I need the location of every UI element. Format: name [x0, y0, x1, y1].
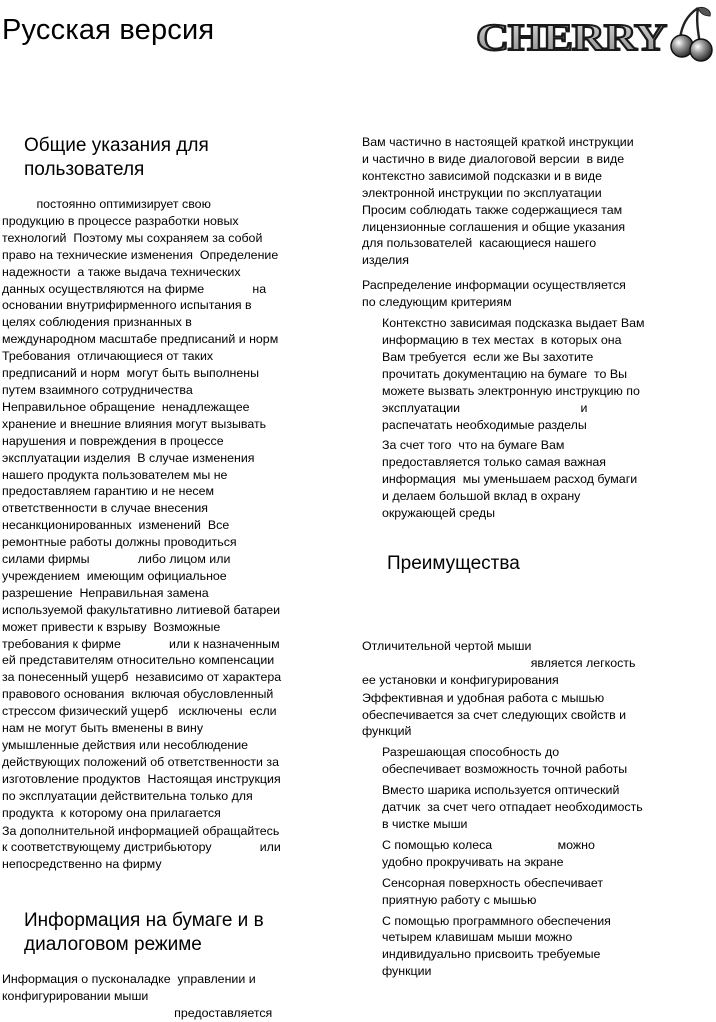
cherry-icon-right: [690, 39, 712, 61]
section-heading-general: Общие указания для пользователя: [24, 135, 209, 180]
section-heading-advantages: Преимущества: [387, 552, 520, 574]
right-intro-2: Распределение информации осуществляется по следующим критериям: [362, 278, 626, 310]
advantage-item: Вместо шарика используется оптический датчик за счет чего отпадает необходимость в чистке мыши: [382, 783, 643, 831]
cherry-logo: [472, 4, 716, 64]
criteria-item: Контекстно зависимая подсказка выдает Вам информацию в тех местах в которых она Вам требуется если же Вы захотите прочитать документацию на бумаге то Вы можете вызвать электронную инструкцию по эксплуатации и распечатать необходимые разделы: [382, 316, 645, 432]
advantages-intro-1: Отличительной чертой мыши является легкость ее установки и конфигурирования: [362, 638, 636, 687]
cherry-leaf-icon: [698, 7, 710, 16]
cherry-icon-left: [671, 35, 693, 57]
advantage-item: Сенсорная поверхность обеспечивает приятную работу с мышью: [382, 875, 604, 907]
right-column: [362, 134, 707, 980]
advantage-item: С помощью программного обеспечения четырем клавишам мыши можно индивидуально присвоить требуемые функции: [382, 913, 611, 979]
general-body: постоянно оптимизирует свою продукцию в процессе разработки новых технологий Поэтому мы сохраняем за собой право на технические изменения Определение надежности а также выдача технических данных осуществляются на фирме на основании внутрифирменного испытания в целях соблюдения признанных в международном масштабе предписаний и норм Требования отличающиеся от таких предписаний и норм могут быть выполнены путем взаимного сотрудничества Неправильное обращение ненадлежащее хранение и внешние влияния могут вызывать нарушения и повреждения в процессе эксплуатации изделия В случае изменения нашего продукта пользователем мы не предоставляем гарантию и не несем ответственности в случае внесения несанкционированных изменений Все ремонтные работы должны проводиться силами фирмы либо лицом или учреждением имеющим официальное разрешение Неправильная замена используемой факультативно литиевой батареи может привести к взрыву Возможные требования к фирме или к назначенным ей представителям относительно компенсации за понесенный ущерб независимо от характера правового основания включая обусловленный стрессом физический ущерб исключены если нам не могут быть вменены в вину умышленные действия или несоблюдение действующих положений об ответственности за изготовление продуктов Настоящая инструкция по эксплуатации действительна только для продукта к которому она прилагается: [2, 197, 282, 820]
page-title: Русская версия: [2, 14, 215, 46]
advantage-item: С помощью колеса можно удобно прокручивать на экране: [382, 837, 595, 869]
advantages-intro-2: Эффективная и удобная работа с мышью обеспечивается за счет следующих свойств и функций: [362, 690, 627, 739]
right-intro-1: Вам частично в настоящей краткой инструкции и частично в виде диалоговой версии в виде контекстно зависимой подсказки и в виде электронной инструкции по эксплуатации Просим соблюдать также содержащиеся там лицензионные соглашения и общие указания для пользователей касающиеся нашего изделия: [362, 135, 634, 268]
paper-body: Информация о пусконаладке управлении и конфигурировании мыши предоставляется: [2, 972, 273, 1021]
section-heading-paper: Информация на бумаге и в диалоговом режиме: [24, 910, 264, 956]
advantage-item: Разрешающая способность до обеспечивает возможность точной работы: [382, 745, 628, 777]
logo-wordmark: CHERRY: [476, 17, 667, 59]
general-contact: За дополнительной информацией обращайтесь к соответствующему дистрибьютору или непосредственно на фирму: [2, 823, 281, 872]
left-column: [2, 134, 322, 1022]
criteria-item: За счет того что на бумаге Вам предоставляется только самая важная информация мы уменьшаем расход бумаги и делаем большой вклад в охрану окружающей среды: [382, 438, 638, 521]
